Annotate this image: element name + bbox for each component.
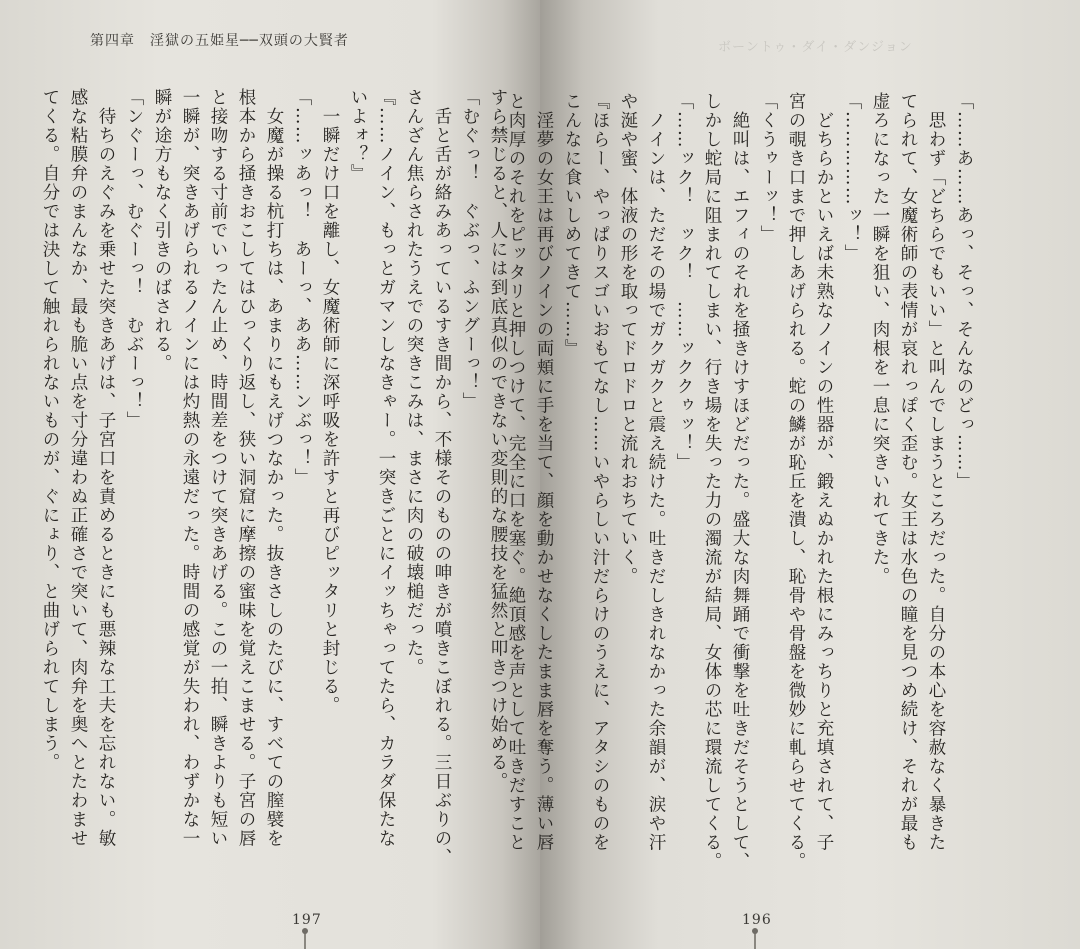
text-line: いよォ？』	[348, 88, 368, 183]
text-line: 「……ッあっ！ あーっ、ああ……ンぶっ！」	[292, 88, 312, 487]
text-line: しかし蛇局に阻まれてしまい、行き場を失った力の濁流が結局、女体の芯に環流してくる。	[702, 92, 722, 871]
text-line: 瞬が途方もなく引きのばされる。	[152, 88, 172, 373]
text-line: 一瞬だけ口を離し、女魔術師に深呼吸を許すと再びピッタリと封じる。	[320, 88, 340, 715]
text-line: 「くうゥーッ！」	[758, 92, 778, 244]
page-number-right: 196	[742, 912, 772, 928]
text-line: 感な粘膜弁のまんなか、最も脆い点を寸分違わぬ正確さで突いて、肉弁を奥へとたわませ	[68, 88, 88, 848]
text-line: てられて、女魔術師の表情が哀れっぽく歪む。女王は水色の瞳を見つめ続け、それが最も	[898, 92, 918, 852]
text-line: や涎や蜜、体液の形を取ってドロドロと流れおちていく。	[618, 92, 638, 586]
bookmark-ribbon-left-tip	[302, 928, 308, 934]
text-line: 女魔が操る杭打ちは、あまりにもえげつなかった。抜きさしのたびに、すべての膣襞を	[264, 88, 284, 848]
text-line: 一瞬が、突きあげられるノインには灼熱の永遠だった。時間の感覚が失われ、わずかな一	[180, 88, 200, 848]
text-line: 「……ック！ ック！ ……ッククゥッ！」	[674, 92, 694, 472]
page-number-left: 197	[292, 912, 322, 928]
text-line: 「……………ッ！」	[842, 92, 862, 263]
text-line: 舌と舌が絡みあっているすき間から、不様そのものの呻きが噴きこぼれる。三日ぶりの、	[432, 88, 452, 867]
text-line: どちらかといえば未熟なノインの性器が、鍛えぬかれた根にみっちりと充填されて、子	[814, 92, 834, 852]
text-line: 待ちのえぐみを乗せた突きあげは、子宮口を責めるときにも悪辣な工夫を忘れない。敏	[96, 88, 116, 848]
text-line: さんざん焦らされたうえでの突きこみは、まさに肉の破壊槌だった。	[404, 88, 424, 677]
text-line: こんなに食いしめてきて……』	[562, 92, 582, 358]
text-line: と接吻する寸前でいったん止め、時間差をつけて突きあげる。この一拍、瞬きよりも短い	[208, 88, 228, 848]
running-head-faded: ボーントゥ・ダイ・ダンジョン	[718, 40, 913, 55]
text-line: 虚ろになった一瞬を狙い、肉根を一息に突きいれてきた。	[870, 92, 890, 586]
text-line: と肉厚のそれをピッタリと押しつけて、完全に口を塞ぐ。絶頂感を声として吐きだすこと	[506, 92, 526, 852]
text-line: すら禁じると、人には到底真似のできない変則的な腰技を猛然と叩きつけ始める。	[488, 88, 508, 791]
text-line: 「むぐっ！ ぐぶっ、ふングーっ！」	[460, 88, 480, 411]
left-page-body	[36, 88, 512, 867]
text-line: 宮の覗き口まで押しあげられる。蛇の鱗が恥丘を潰し、恥骨や骨盤を微妙に軋らせてくる。	[786, 92, 806, 871]
text-line: 思わず「どちらでもいい」と叫んでしまうところだった。自分の本心を容赦なく暴きた	[926, 92, 946, 852]
text-line: 『……ノイン、もっとガマンしなきゃー。一突きごとにイッちゃってたら、カラダ保たな	[376, 88, 396, 848]
text-line: 絶叫は、エフィのそれを掻きけすほどだった。盛大な肉舞踊で衝撃を吐きだそうとして、	[730, 92, 750, 871]
right-page-body	[502, 92, 978, 871]
bookmark-ribbon-right-tip	[752, 928, 758, 934]
text-line: てくる。自分では決して触れられないものが、ぐにょり、と曲げられてしまう。	[40, 88, 60, 772]
text-line: 『ほらー、やっぱりスゴいおもてなし……いやらしい汁だらけのうえに、アタシのものを	[590, 92, 610, 852]
text-line: 「……あ……あっ、そっ、そんなのどっ……」	[954, 92, 974, 491]
text-line: 淫夢の女王は再びノインの両頬に手を当て、顔を動かせなくしたまま唇を奪う。薄い唇	[534, 92, 554, 852]
running-head: 第四章 淫獄の五姫星──双頭の大賢者	[90, 33, 349, 49]
text-line: 「ンぐーっ、むぐーっ！ むぶーっ！」	[124, 88, 144, 430]
text-line: ノインは、ただその場でガクガクと震え続けた。吐きだしきれなかった余韻が、涙や汗	[646, 92, 666, 852]
text-line: 根本から掻きおこしてはひっくり返し、狭い洞窟に摩擦の蜜味を覚えこませる。子宮の唇	[236, 88, 256, 848]
